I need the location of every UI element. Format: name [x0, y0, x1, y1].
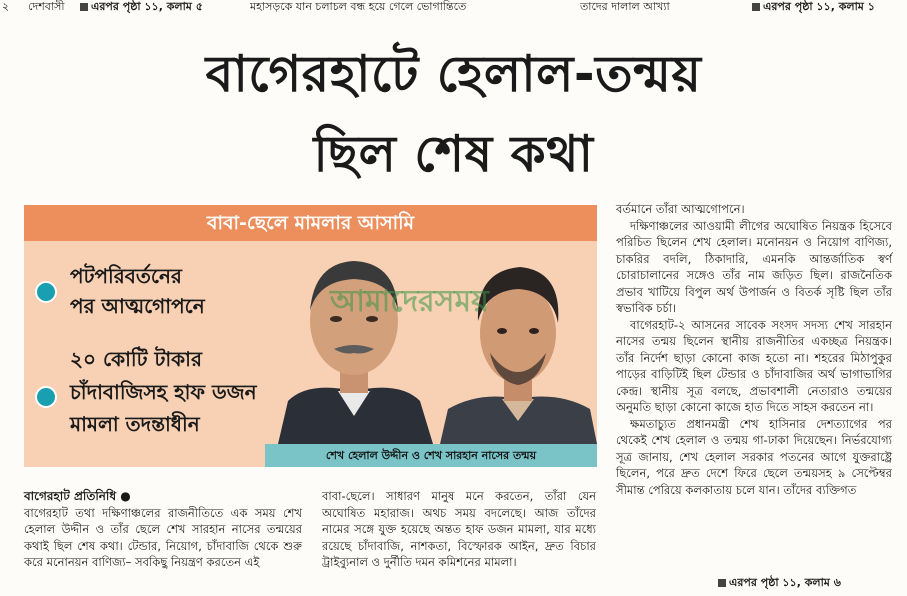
article-column-3 — [616, 201, 892, 498]
point2-line2: চাঁদাবাজিসহ হাফ ডজন — [70, 380, 257, 404]
article-column-2 — [322, 488, 596, 571]
point1-line2: পর আত্মগোপনে — [70, 294, 205, 318]
continuation-jump: এরপর পৃষ্ঠা ১১, কলাম ৬ — [718, 574, 841, 593]
bullet-dot-icon — [35, 281, 57, 303]
dot-bullet-icon: ● — [120, 489, 131, 503]
strip-item-4: তাদের দালাল আখ্যা — [580, 0, 670, 13]
photo-caption: শেখ হেলাল উদ্দীন ও শেখ সারহান নাসের তন্ময় — [265, 444, 597, 467]
column-3-para-4: ক্ষমতাচ্যুত প্রধানমন্ত্রী শেখ হাসিনার দেশত্যাগের পর থেকেই শেখ হেলাল ও তন্ময় গা-ঢাকা দিয়েছেন। নির্ভরযোগ্য সূত্র জানায়, শেখ হেলাল সরকার পতনের আগে যুক্তরাষ্ট্রে ছিলেন, পরে দ্রুত দেশে ফিরে ছেলে তন্ময়সহ ৯ সেপ্টেম্বর সীমান্ত পেরিয়ে কলকাতায় চলে যান। তাঁদের ব্যক্তিগত — [616, 416, 892, 497]
portrait-man-2-icon — [440, 241, 597, 444]
column-2-text: বাবা-ছেলে। সাধারণ মানুষ মনে করতেন, তাঁরা যেন অঘোষিত মহারাজ। অথচ সময় বদলেছে। আজ তাঁদের নামের সঙ্গে যুক্ত হয়েছে অন্তত হাফ ডজন মামলা, যার মধ্যে রয়েছে চাঁদাবাজি, নাশকতা, বিস্ফোরক আইন, দ্রুত বিচার ট্রাইব্যুনাল ও দুর্নীতি দমন কমিশনের মামলা। — [322, 489, 596, 569]
bullet-dot-icon — [35, 386, 57, 408]
strip-jump-1: এরপর পৃষ্ঠা ১১, কলাম ৫ — [80, 0, 203, 14]
strip-jump-2: এরপর পৃষ্ঠা ১১, কলাম ১ — [752, 0, 875, 14]
watermark: আমাদেরসময় — [330, 284, 489, 319]
headline-line-1: বাগেরহাটে হেলাল-তন্ময় — [205, 45, 702, 103]
point1-line1: পটপরিবর্তনের — [70, 264, 182, 288]
top-continuation-strip — [0, 0, 907, 16]
previous-column-fragment — [0, 190, 12, 590]
column-3-para-3: বাগেরহাট-২ আসনের সাবেক সংসদ সদস্য শেখ সারহান নাসের তন্ময় ছিলেন স্থানীয় রাজনীতির একচ্ছত্র নিয়ন্ত্রক। তাঁর নির্দেশ ছাড়া কোনো কাজ হতো না। শহরের মিঠাপুকুর পাড়ের বাড়িটিই ছিল টেন্ডার ও চাঁদাবাজির অর্থ ভাগাভাগির কেন্দ্র। স্থানীয় সূত্র বলছে, প্রভাবশালী নেতারাও তন্ময়ের অনুমতি ছাড়া কোনো কাজে হাত দিতে সাহস করতেন না। — [616, 317, 892, 414]
photo-sheikh-sarhan-nasser-tonmoy — [440, 241, 597, 444]
strip-page-number: ২ — [2, 0, 10, 13]
strip-item-1: দেশবাসী — [28, 0, 65, 13]
byline: বাগেরহাট প্রতিনিধি ● — [24, 489, 131, 503]
square-bullet-icon — [80, 3, 88, 11]
column-1-text: বাগেরহাট তথা দক্ষিণাঞ্চলের রাজনীতিতে এক সময় শেখ হেলাল উদ্দীন ও তাঁর ছেলে শেখ সারহান নাসের তন্ময়ের কথাই ছিল শেষ কথা। টেন্ডার, নিয়োগ, চাঁদাবাজি থেকে শুরু করে মনোনয়ন বাণিজ্য– সবকিছু নিয়ন্ত্রণ করতেন এই — [24, 505, 302, 569]
strip-item-3: মহাসড়কে যান চলাচল বন্ধ হয়ে গেলে ভোগান্তিতে — [250, 0, 467, 13]
headline-line-2: ছিল শেষ কথা — [313, 125, 594, 183]
infobox-header: বাবা-ছেলে মামলার আসামি — [24, 205, 597, 241]
article-column-1 — [24, 488, 302, 571]
column-3-para-2: দক্ষিণাঞ্চলের আওয়ামী লীগের অঘোষিত নিয়ন্ত্রক হিসেবে পরিচিত ছিলেন শেখ হেলাল। মনোনয়ন ও নিয়োগ বাণিজ্য, চাকরির বদলি, ঠিকাদারি, এমনকি আন্তর্জাতিক স্বর্ণ চোরাচালানের সঙ্গেও তাঁর নাম জড়িত ছিল। রাজনৈতিক প্রভাব খাটিয়ে বিপুল অর্থ উপার্জন ও বিতর্ক সৃষ্টি ছিল তাঁর স্বভাবিক চর্চা। — [616, 218, 892, 315]
point2-line1: ২০ কোটি টাকার — [70, 347, 202, 371]
square-bullet-icon — [718, 579, 726, 587]
column-3-para-1: বর্তমানে তাঁরা আত্মগোপনে। — [616, 202, 745, 216]
square-bullet-icon — [752, 3, 760, 11]
point2-line3: মামলা তদন্তাধীন — [70, 412, 200, 436]
portrait-man-1-icon — [268, 241, 440, 444]
photo-sheikh-helal — [268, 241, 440, 444]
